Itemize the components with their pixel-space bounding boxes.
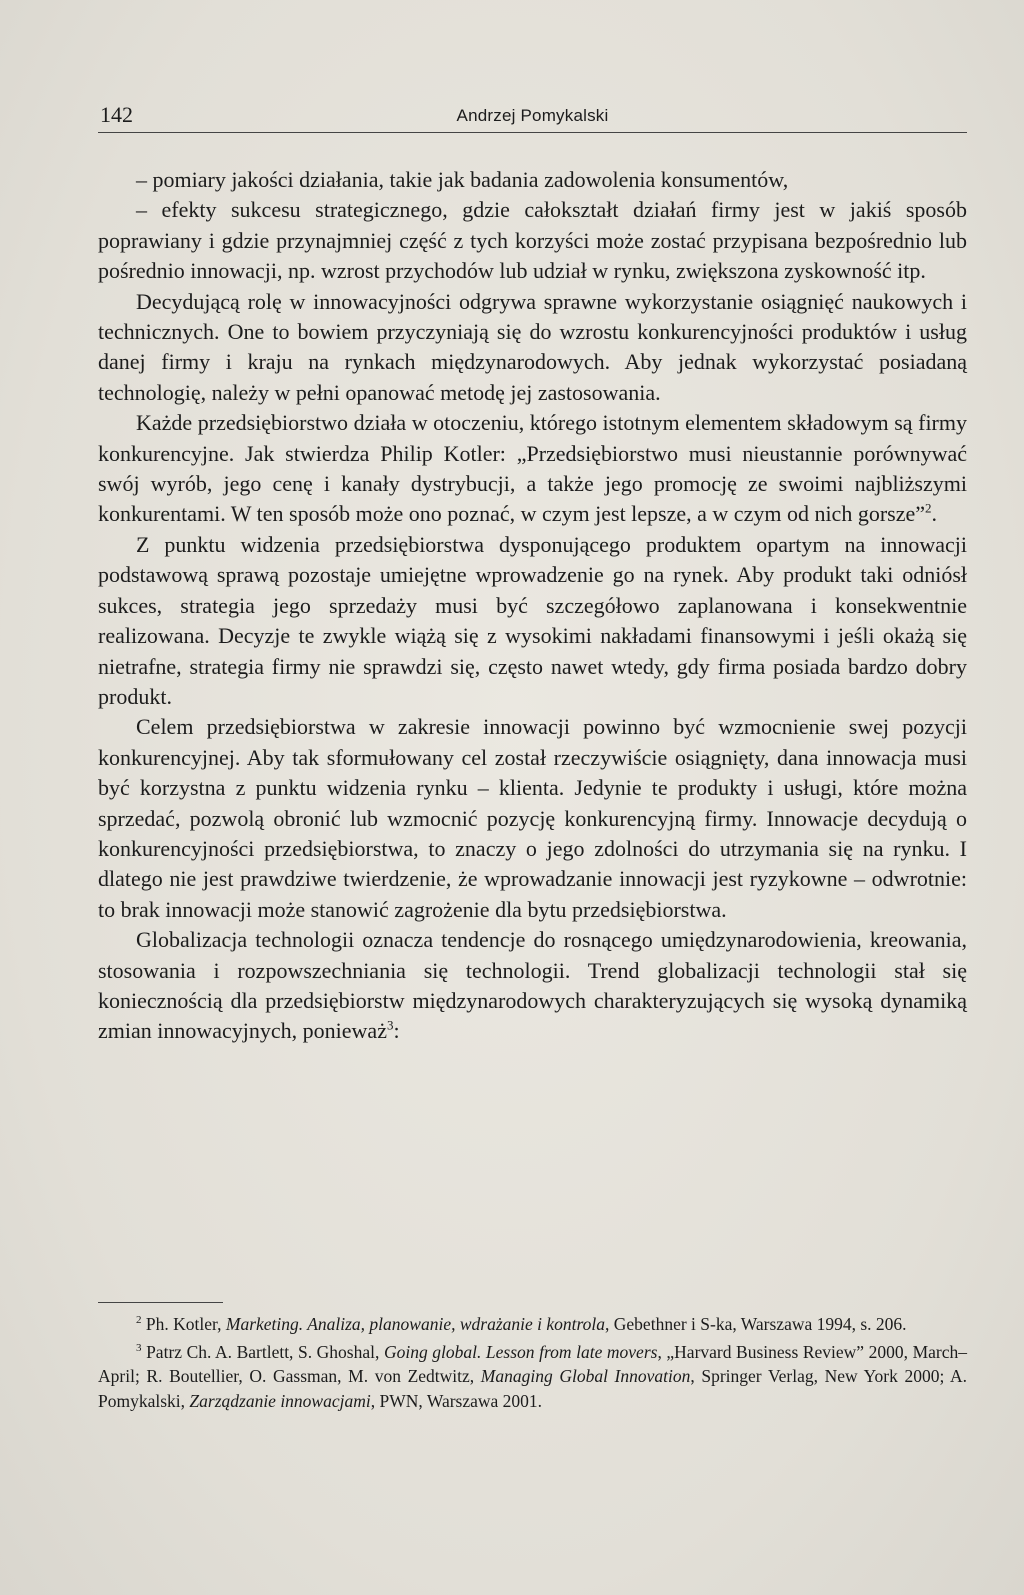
paragraph-5: Z punktu widzenia przedsiębiorstwa dysponującego produktem opartym na innowacji podstawową sprawą pozostaje umiejętne wprowadzenie go na rynek. Aby produkt taki odniósł sukces, strategia jego sprzedaży musi być szczegółowo zaplanowana i konsekwentnie realizowana. Decyzje te zwykle wiążą się z wysokimi nakładami finansowymi i jeśli okażą się nietrafne, strategia firmy nie sprawdzi się, często nawet wtedy, gdy firma posiada bardzo dobry produkt.: [98, 531, 967, 709]
footnote-divider: [98, 1302, 223, 1303]
paragraph-3: Decydującą rolę w innowacyjności odgrywa sprawne wykorzystanie osiągnięć naukowych i technicznych. One to bowiem przyczyniają się do wzrostu konkurencyjności produktów i usług danej firmy i kraju na rynkach międzynarodowych. Aby jednak wykorzystać posiadaną technologię, należy w pełni opanować metodę jej zastosowania.: [98, 288, 967, 405]
footnote-2-text-a: Ph. Kotler,: [145, 1314, 226, 1334]
footnote-3-title-1: Going global. Lesson from late movers: [383, 1341, 658, 1362]
paragraph-4-text: Każde przedsiębiorstwo działa w otoczeniu, którego istotnym elementem składowym są firmy konkurencyjne. Jak stwierdza Philip Kotler: „Przedsiębiorstwo musi nieustannie porównywać swój wyrób, jego cenę i kanały dystrybucji, a także jego promocję ze swoimi najbliższymi konkurentami. W ten sposób może ono poznać, w czym jest lepsze, a w czym od nich gorsze”: [98, 410, 967, 527]
footnote-ref-2: 2: [925, 501, 932, 517]
paragraph-2: – efekty sukcesu strategicznego, gdzie całokształt działań firmy jest w jakiś sposób poprawiany i gdzie przynajmniej część z tych korzyści może zostać przypisana bezpośrednio lub pośrednio innowacji, np. wzrost przychodów lub udział w rynku, zwiększona zyskowność itp.: [98, 197, 967, 284]
footnote-3-text-b: , „Harvard Business Review” 2000, March–April; R. Boutellier, O. Gassman, M. von Zedtwitz,: [98, 1341, 968, 1386]
footnote-2: [98, 1312, 967, 1337]
paragraph-7-end: :: [393, 1018, 400, 1044]
paragraph-7-text: Globalizacja technologii oznacza tendencje do rosnącego umiędzynarodowienia, kreowania, stosowania i rozpowszechniania się technologii. Trend globalizacji technologii stał się koniecznością dla przedsiębiorstw międzynarodowych charakteryzujących się wysoką dynamiką zmian innowacyjnych, ponieważ: [98, 927, 967, 1044]
footnote-2-text-b: , Gebethner i S-ka, Warszawa 1994, s. 206.: [605, 1314, 907, 1334]
footnote-2-mark: 2: [136, 1314, 142, 1327]
footnote-ref-3: 3: [386, 1018, 394, 1034]
paragraph-4-end: .: [931, 501, 937, 527]
paragraph-7: [98, 925, 967, 1047]
paragraph-6: Celem przedsiębiorstwa w zakresie innowacji powinno być wzmocnienie swej pozycji konkurencyjnej. Aby tak sformułowany cel został rzeczywiście osiągnięty, dana innowacja musi być korzystna z punktu widzenia rynku – klienta. Jedynie te produkty i usługi, które można sprzedać, pozwolą obronić lub wzmocnić pozycję konkurencyjną firmy. Innowacje decydują o konkurencyjności przedsiębiorstwa, to znaczy o jego zdolności do utrzymania się na rynku. I dlatego nie jest prawdziwe twierdzenie, że wprowadzanie innowacji jest ryzykowne – odwrotnie: to brak innowacji może stanowić zagrożenie dla bytu przedsiębiorstwa.: [98, 714, 967, 922]
page-header: [98, 98, 967, 133]
page-number: 142: [100, 102, 133, 127]
footnotes: [98, 1312, 967, 1416]
paragraph-1: – pomiary jakości działania, takie jak badania zadowolenia konsumentów,: [136, 167, 789, 192]
running-head-author: Andrzej Pomykalski: [456, 106, 609, 125]
paragraph-4: [98, 408, 967, 530]
main-text: [98, 165, 967, 1047]
footnote-3-mark: 3: [136, 1341, 142, 1354]
footnote-3-title-2: Managing Global Innovation: [480, 1366, 691, 1386]
footnote-3-text-c: , Springer Verlag, New York 2000; A. Pomykalski,: [98, 1366, 967, 1411]
footnote-2-title: Marketing. Analiza, planowanie, wdrażanie i kontrola: [225, 1314, 606, 1334]
footnote-3-text-d: , PWN, Warszawa 2001.: [370, 1390, 543, 1411]
footnote-3-title-3: Zarządzanie innowacjami: [189, 1390, 371, 1411]
footnote-3: [98, 1340, 967, 1414]
footnote-3-text-a: Patrz Ch. A. Bartlett, S. Ghoshal,: [146, 1341, 384, 1362]
